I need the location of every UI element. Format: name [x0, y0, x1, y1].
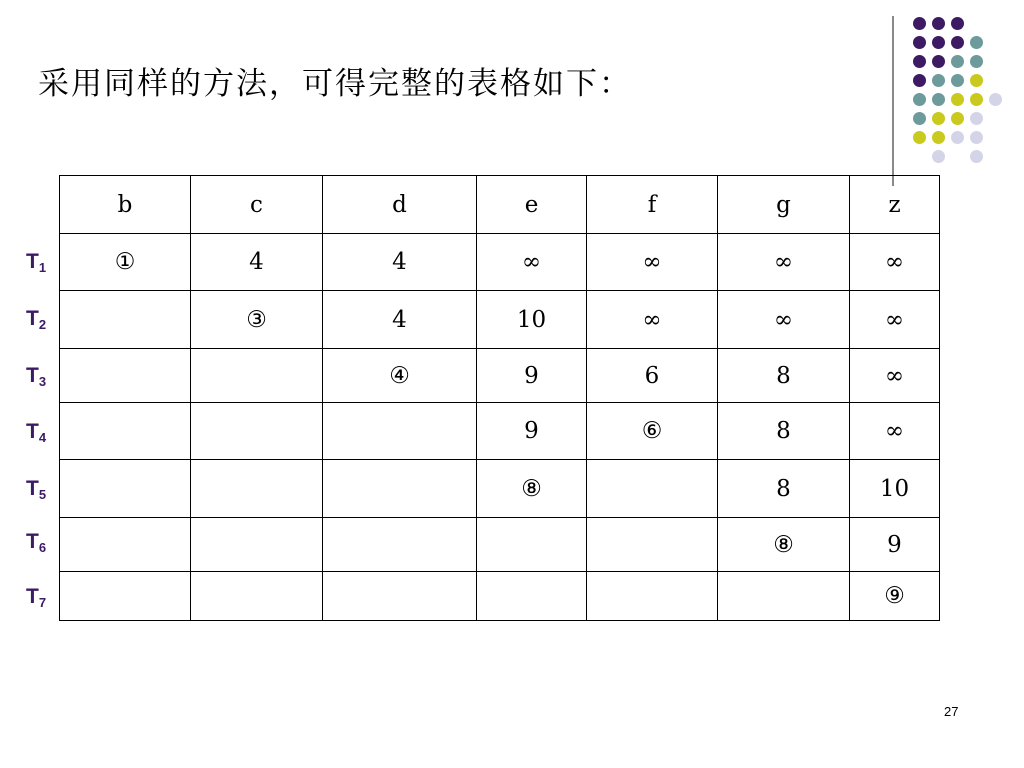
header-cell-e: e: [477, 176, 587, 234]
table-cell: [191, 349, 323, 403]
decorative-dot: [970, 36, 983, 49]
slide-title: 采用同样的方法，可得完整的表格如下：: [38, 66, 632, 102]
table-cell: 8: [718, 460, 850, 518]
table-cell: 4: [323, 291, 477, 349]
table-cell: [587, 460, 718, 518]
decorative-dot: [913, 131, 926, 144]
table-row: [60, 234, 940, 291]
table-cell: [718, 572, 850, 621]
table-cell: [191, 518, 323, 572]
decorative-dot: [913, 112, 926, 125]
table-cell: 8: [718, 349, 850, 403]
row-label-t2: $T_2$: [26, 307, 47, 332]
decorative-dot: [932, 93, 945, 106]
row-label-t3: $T_3$: [26, 364, 47, 389]
table-cell: ∞: [477, 234, 587, 291]
table-cell: 9: [477, 403, 587, 460]
row-label-t6: $T_6$: [26, 530, 47, 555]
decorative-dot: [913, 74, 926, 87]
table-cell: ∞: [718, 291, 850, 349]
table-cell: ⑨: [850, 572, 940, 621]
table-cell: ④: [323, 349, 477, 403]
decorative-dot: [951, 112, 964, 125]
table-cell: ⑥: [587, 403, 718, 460]
table-cell: [323, 518, 477, 572]
decorative-dot: [970, 74, 983, 87]
decorative-dot: [932, 36, 945, 49]
table-cell: ∞: [850, 234, 940, 291]
decorative-dot: [932, 55, 945, 68]
table-cell: [587, 572, 718, 621]
table-cell: [60, 572, 191, 621]
table-cell: [477, 572, 587, 621]
table-row: [60, 403, 940, 460]
table-cell: [191, 403, 323, 460]
header-cell-d: d: [323, 176, 477, 234]
header-cell-z: z: [850, 176, 940, 234]
table-cell: ∞: [587, 234, 718, 291]
decorative-dot: [913, 93, 926, 106]
decorative-dot: [913, 17, 926, 30]
row-label-t1: $T_1$: [26, 250, 47, 275]
decorative-dot: [913, 36, 926, 49]
decorative-dot: [989, 93, 1002, 106]
table-cell: ①: [60, 234, 191, 291]
table-cell: ∞: [850, 403, 940, 460]
decorative-dot: [970, 55, 983, 68]
table-row: [60, 291, 940, 349]
table-cell: ③: [191, 291, 323, 349]
decorative-dot: [951, 36, 964, 49]
table-header-row: [60, 176, 940, 234]
decorative-dot: [951, 93, 964, 106]
table-cell: 10: [850, 460, 940, 518]
table-cell: [323, 460, 477, 518]
row-label-t7: $T_7$: [26, 585, 47, 610]
table-row: [60, 349, 940, 403]
table-cell: [60, 349, 191, 403]
table-cell: [323, 403, 477, 460]
decorative-dot: [951, 55, 964, 68]
table-cell: [191, 572, 323, 621]
table-cell: [60, 291, 191, 349]
header-cell-c: c: [191, 176, 323, 234]
decorative-dot: [913, 55, 926, 68]
table-cell: ∞: [718, 234, 850, 291]
distance-table: [59, 175, 940, 621]
header-cell-g: g: [718, 176, 850, 234]
table-cell: [477, 518, 587, 572]
table-cell: [323, 572, 477, 621]
header-cell-b: b: [60, 176, 191, 234]
decorative-dot: [970, 93, 983, 106]
decorative-dot: [932, 112, 945, 125]
table-cell: 10: [477, 291, 587, 349]
decorative-dot: [951, 17, 964, 30]
table-cell: ⑧: [718, 518, 850, 572]
table-cell: ∞: [850, 291, 940, 349]
page-number: 27: [944, 704, 959, 719]
table-cell: [191, 460, 323, 518]
decorative-dot: [951, 74, 964, 87]
decorative-dot: [970, 131, 983, 144]
decorative-dot: [951, 131, 964, 144]
table-cell: 4: [191, 234, 323, 291]
table-cell: [60, 518, 191, 572]
row-label-t5: $T_5$: [26, 477, 47, 502]
row-label-t4: $T_4$: [26, 420, 47, 445]
decorative-dot: [932, 131, 945, 144]
decorative-dot: [932, 17, 945, 30]
table-row: [60, 572, 940, 621]
decorative-dot: [932, 74, 945, 87]
table-cell: ⑧: [477, 460, 587, 518]
table-cell: [587, 518, 718, 572]
table-cell: 9: [477, 349, 587, 403]
table-cell: 6: [587, 349, 718, 403]
table-cell: ∞: [850, 349, 940, 403]
decorative-dot: [970, 150, 983, 163]
decorative-dot: [932, 150, 945, 163]
table-row: [60, 460, 940, 518]
table-cell: 8: [718, 403, 850, 460]
table-cell: 4: [323, 234, 477, 291]
table-cell: ∞: [587, 291, 718, 349]
table-cell: 9: [850, 518, 940, 572]
table-row: [60, 518, 940, 572]
decorative-dot: [970, 112, 983, 125]
table-cell: [60, 460, 191, 518]
table-cell: [60, 403, 191, 460]
decorative-dot-grid: [0, 0, 1024, 200]
header-cell-f: f: [587, 176, 718, 234]
